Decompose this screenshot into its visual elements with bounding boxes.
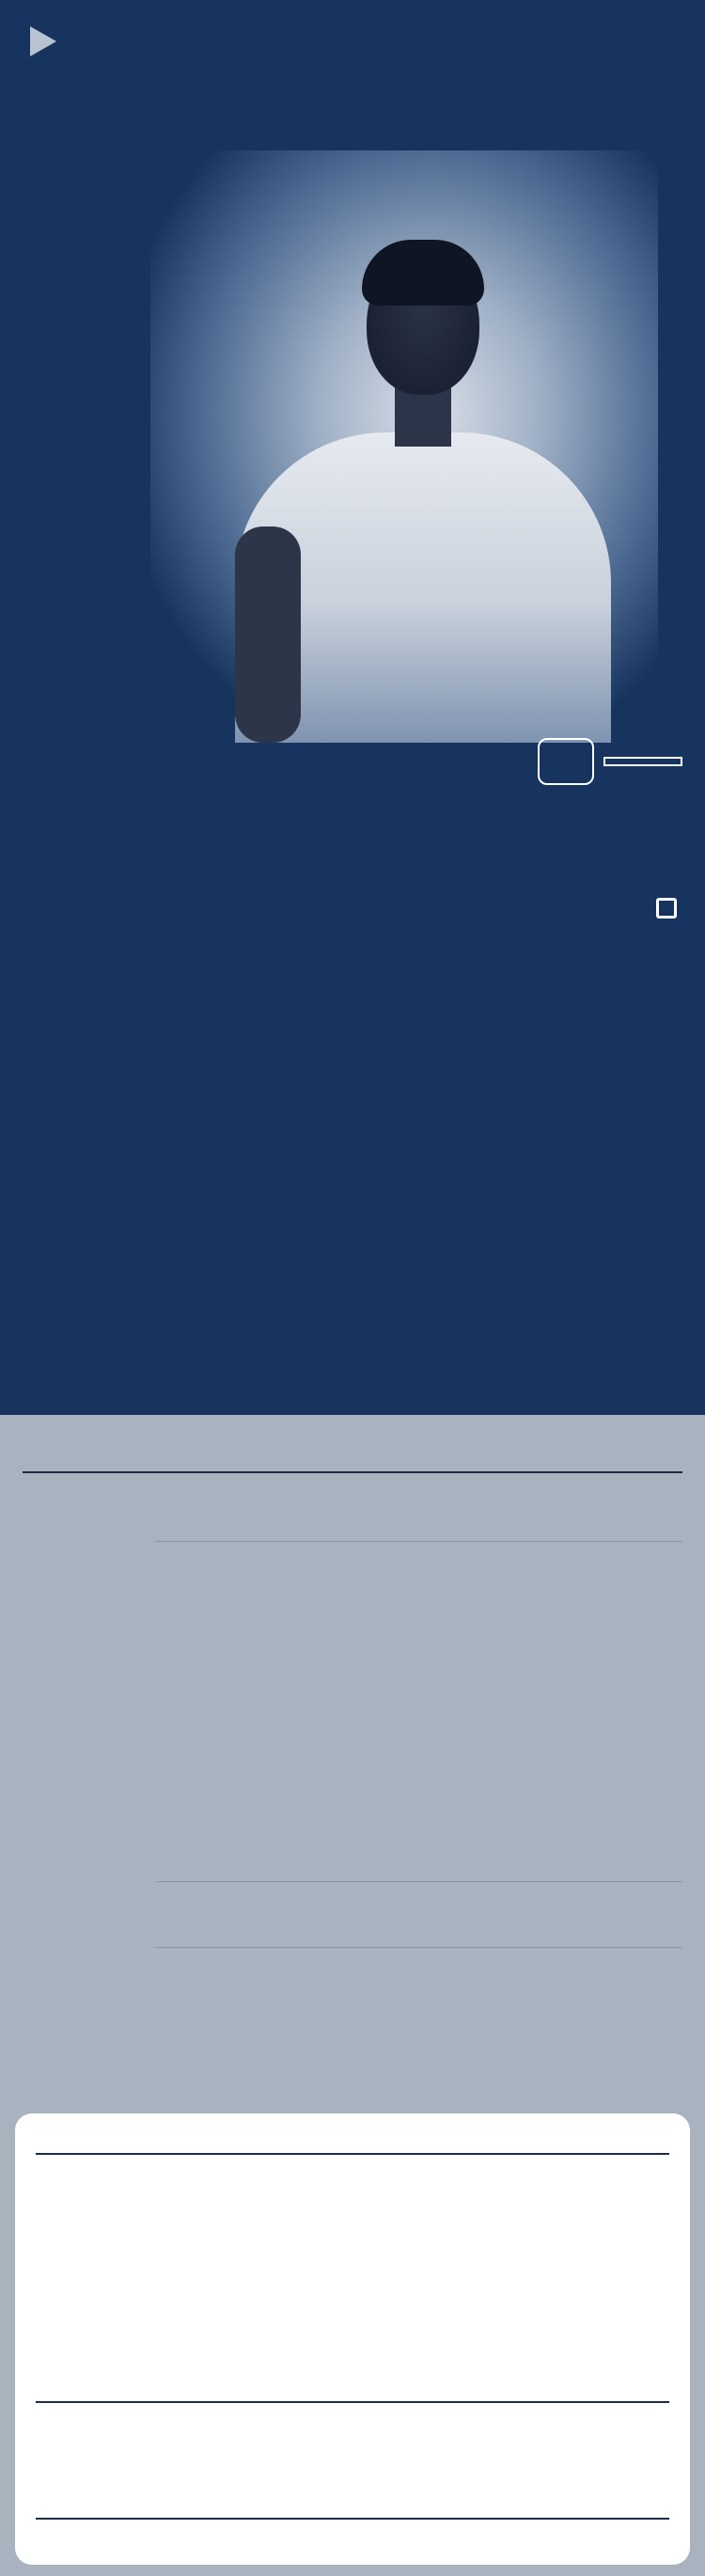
design-name xyxy=(494,997,682,1022)
credits-list xyxy=(494,705,682,1022)
contact-rule xyxy=(36,2518,669,2520)
operation-role xyxy=(494,820,682,843)
address-rule xyxy=(36,2401,669,2403)
photo-name xyxy=(494,948,682,973)
play-arrow-icon xyxy=(30,26,56,56)
series-title xyxy=(23,21,56,59)
photo-role xyxy=(494,924,682,948)
operation-name xyxy=(494,843,682,869)
divider xyxy=(155,1881,682,1882)
production-section xyxy=(0,1415,705,2106)
divider xyxy=(155,1541,682,1542)
mecenat-logo xyxy=(603,757,682,766)
actor-photo-arm xyxy=(235,526,301,743)
ticket-card xyxy=(15,2113,690,2565)
design-role xyxy=(494,973,682,997)
ticket-rule xyxy=(36,2153,669,2155)
director-bio xyxy=(155,1552,682,1565)
cooperation-role xyxy=(494,869,682,892)
space-seoro-logo xyxy=(494,892,682,924)
sfac-logo xyxy=(538,738,594,785)
production-rule xyxy=(23,1471,682,1473)
sponsor-logos xyxy=(494,729,682,794)
divider xyxy=(155,1947,682,1948)
sponsor-role xyxy=(494,705,682,729)
space-seoro-icon xyxy=(656,898,677,919)
sponsor-company xyxy=(494,794,682,820)
